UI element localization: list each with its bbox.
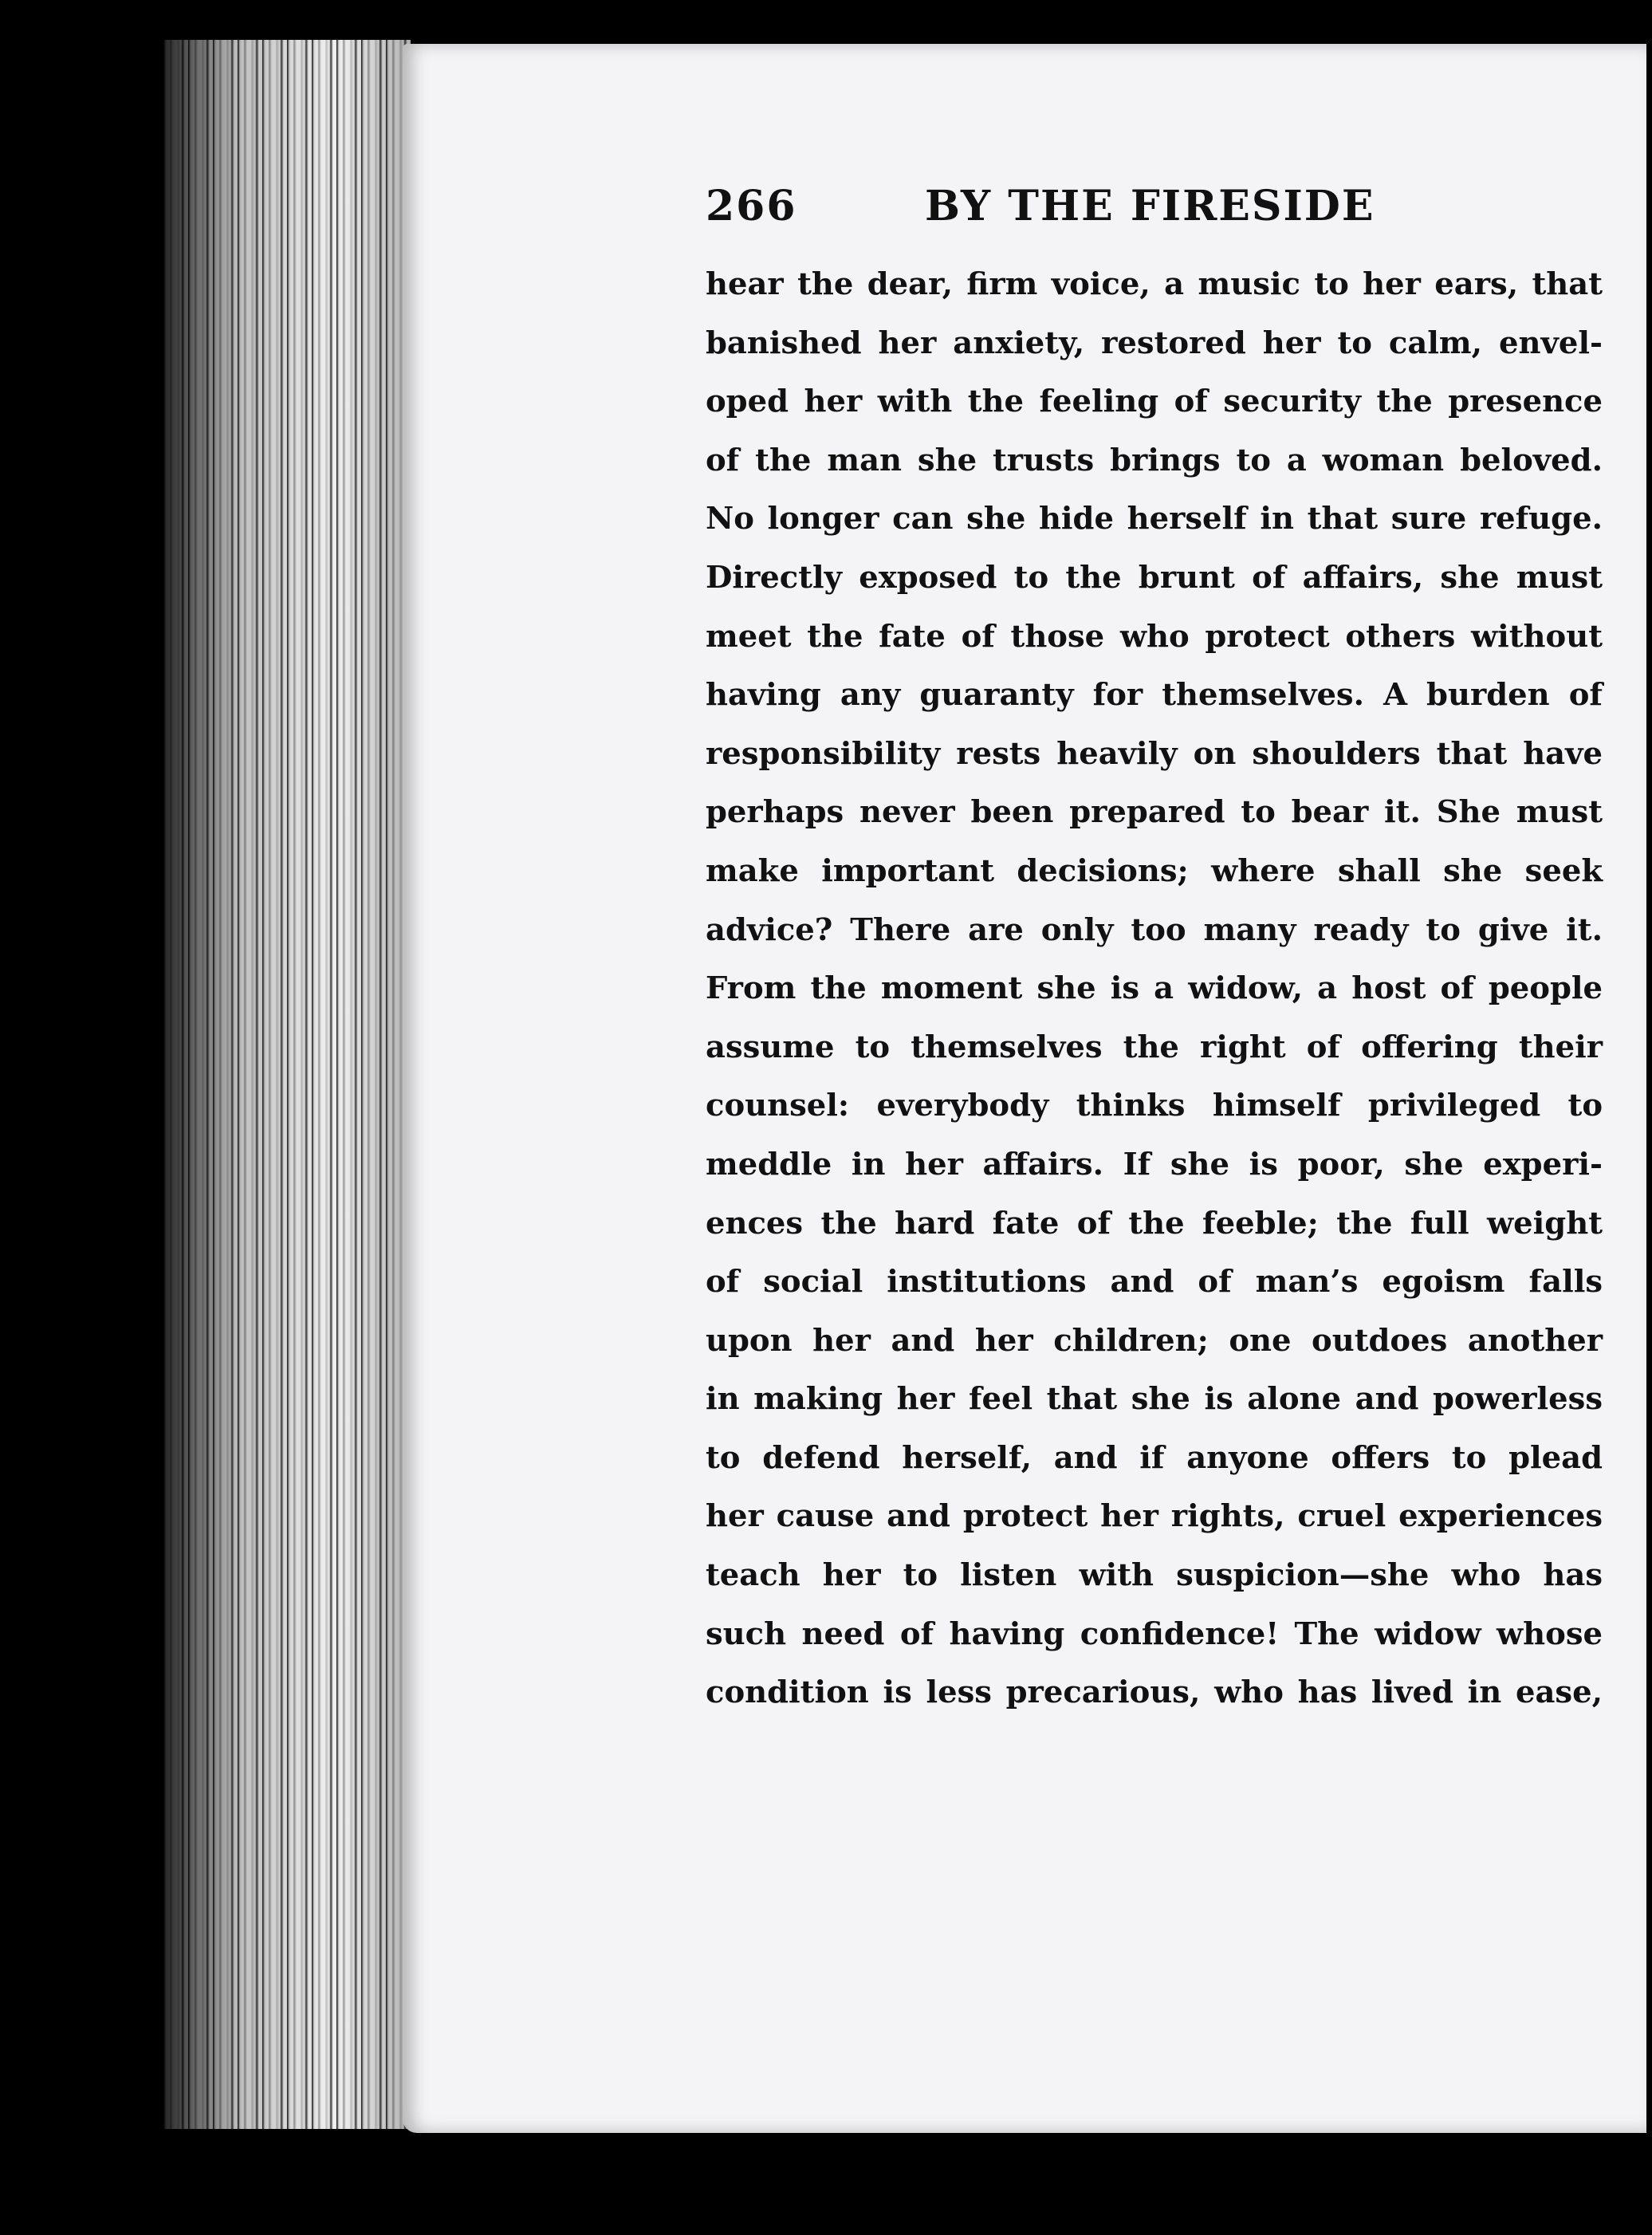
page-edge-shadow xyxy=(163,40,411,2129)
text-line: meddle in her affairs. If she is poor, she experi- xyxy=(706,1146,1603,1182)
text-line: counsel: everybody thinks himself privileged to xyxy=(706,1088,1603,1124)
text-line: such need of having confidence! The widow whose xyxy=(706,1615,1603,1652)
page-number: 266 xyxy=(706,182,797,230)
text-line: meet the fate of those who protect others without xyxy=(706,618,1603,655)
text-line: her cause and protect her rights, cruel experiences xyxy=(706,1498,1603,1535)
text-line: assume to themselves the right of offering their xyxy=(706,1029,1603,1065)
body-text xyxy=(706,255,1603,1722)
text-line: No longer can she hide herself in that sure refuge. xyxy=(706,501,1603,537)
text-line: From the moment she is a widow, a host of people xyxy=(706,970,1603,1007)
text-line: perhaps never been prepared to bear it. She must xyxy=(706,794,1603,831)
text-line: in making her feel that she is alone and powerless xyxy=(706,1381,1603,1418)
text-line: having any guaranty for themselves. A burden of xyxy=(706,677,1603,714)
text-line: to defend herself, and if anyone offers to plead xyxy=(706,1439,1603,1476)
text-line: make important decisions; where shall she seek xyxy=(706,852,1603,889)
running-title: BY THE FIRESIDE xyxy=(925,182,1375,230)
text-line: hear the dear, firm voice, a music to her ears, that xyxy=(706,266,1603,302)
text-line: upon her and her children; one outdoes another xyxy=(706,1322,1603,1359)
text-line: of the man she trusts brings to a woman beloved. xyxy=(706,442,1603,478)
text-line: ences the hard fate of the feeble; the full weight xyxy=(706,1205,1603,1241)
text-line: advice? There are only too many ready to give it. xyxy=(706,911,1603,948)
text-line: condition is less precarious, who has lived in ease, xyxy=(706,1674,1603,1711)
text-line: responsibility rests heavily on shoulders that have xyxy=(706,735,1603,772)
running-head xyxy=(706,182,1607,246)
text-line: teach her to listen with suspicion—she who has xyxy=(706,1557,1603,1594)
text-line: oped her with the feeling of security the presence xyxy=(706,384,1603,420)
text-line: banished her anxiety, restored her to calm, envel- xyxy=(706,325,1603,361)
text-line: of social institutions and of man’s egoism falls xyxy=(706,1264,1603,1300)
text-line: Directly exposed to the brunt of affairs, she must xyxy=(706,559,1603,596)
